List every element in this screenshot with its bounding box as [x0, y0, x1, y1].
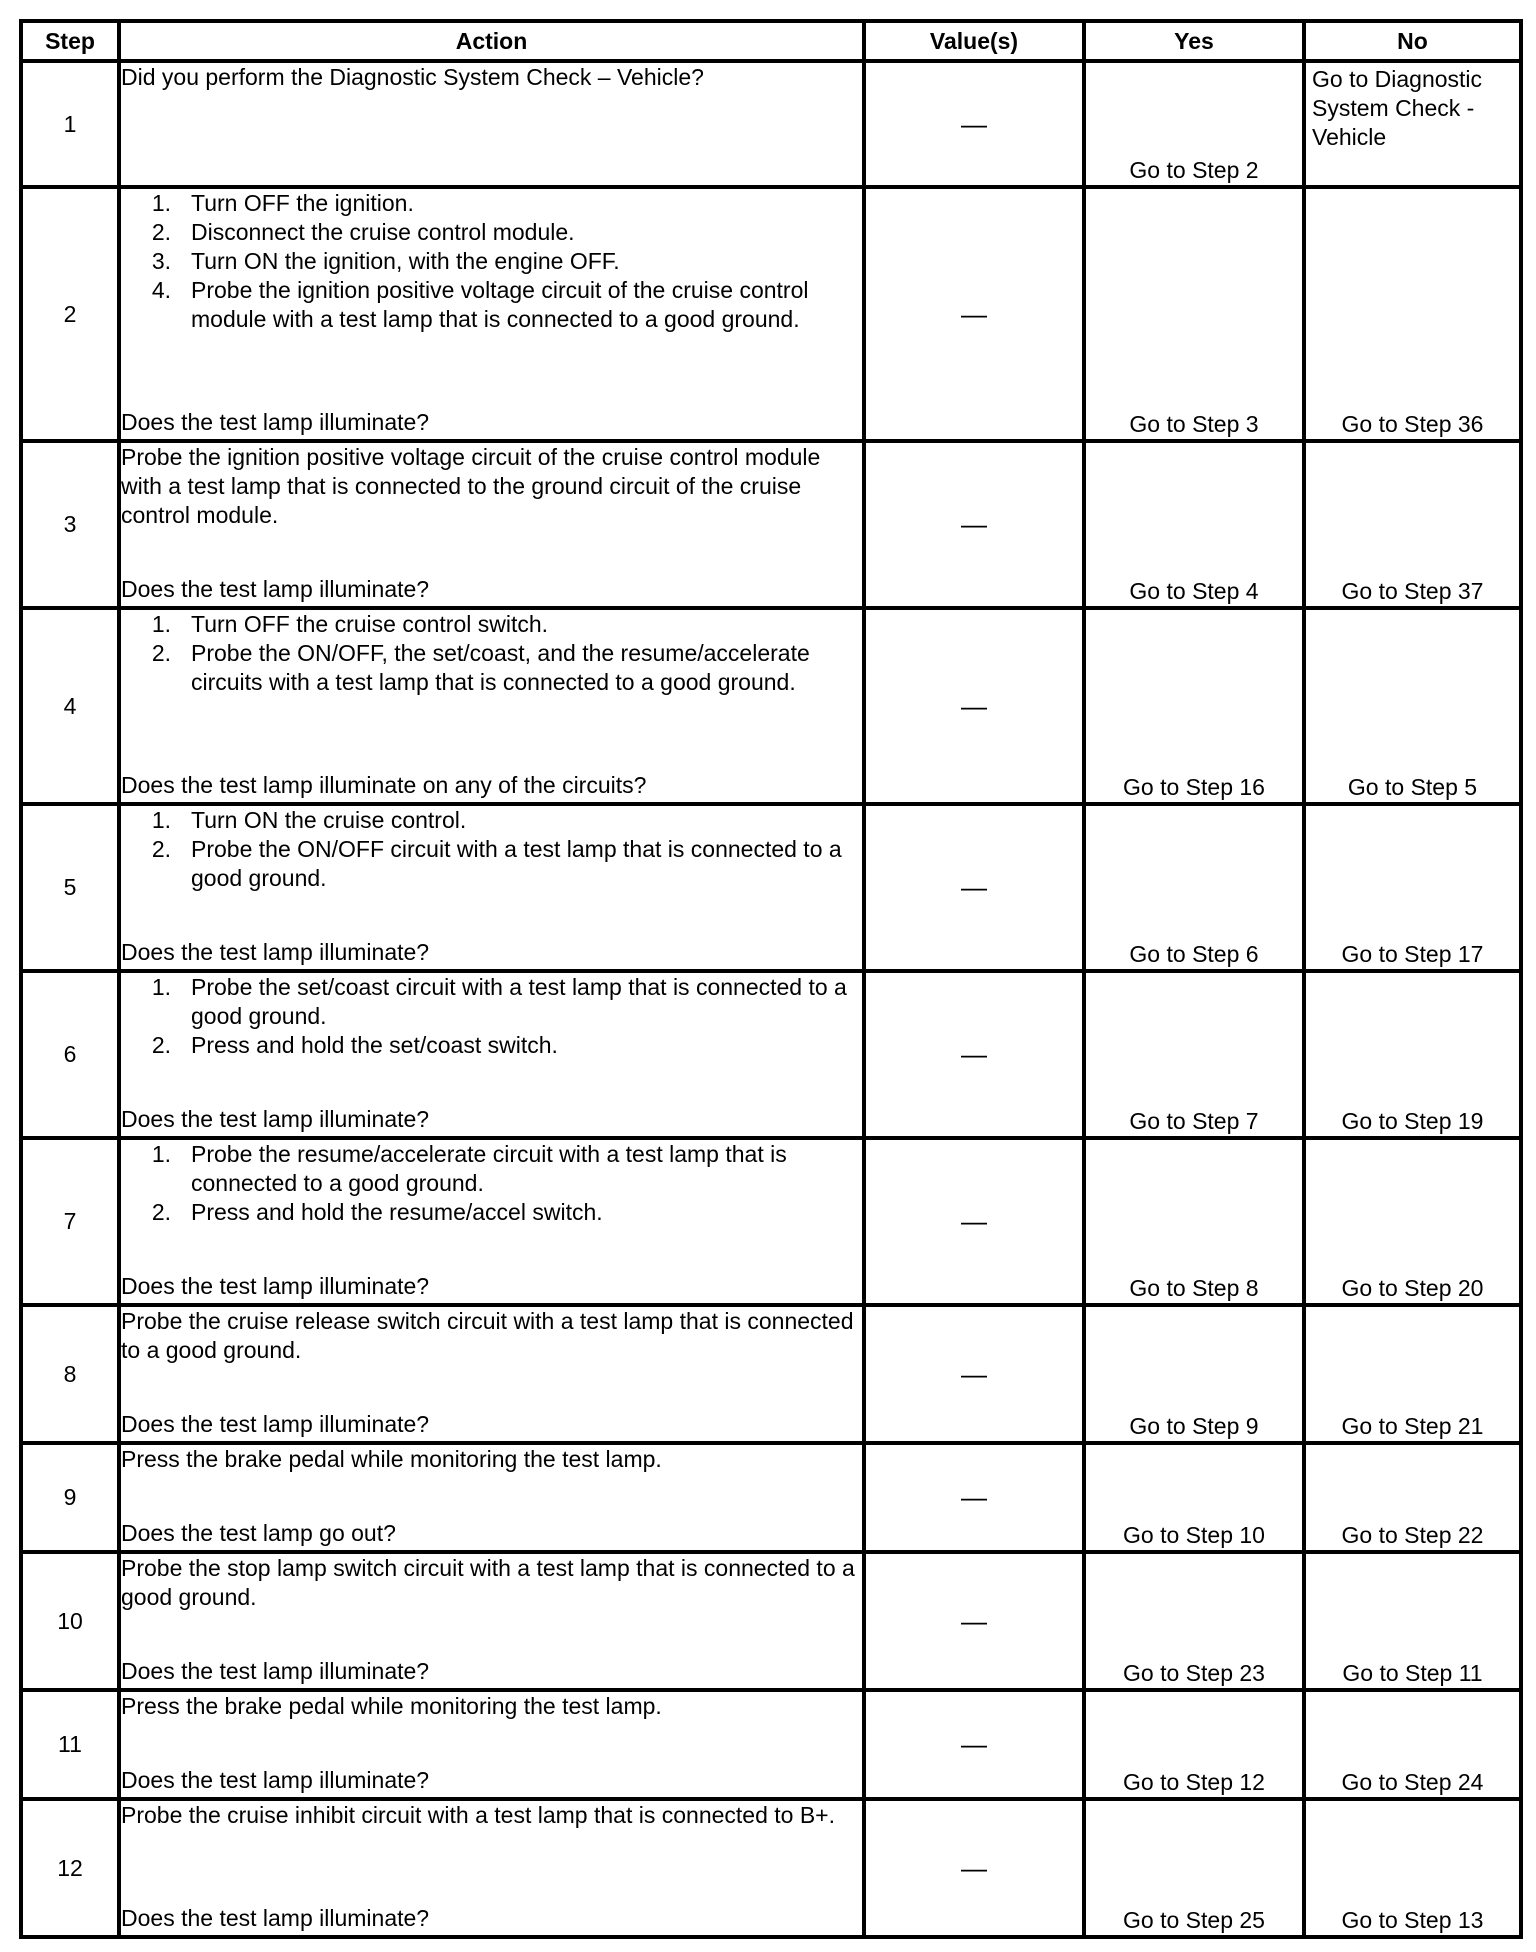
- action-question: Does the test lamp illuminate?: [121, 939, 430, 965]
- action-text: Probe the cruise release switch circuit with a test lamp that is connected to a good ground.: [121, 1308, 854, 1363]
- value-cell: —: [864, 187, 1084, 441]
- action-question: Does the test lamp illuminate?: [121, 409, 430, 435]
- no-cell: Go to Step 36: [1304, 187, 1521, 441]
- no-cell: Go to Diagnostic System Check - Vehicle: [1304, 61, 1521, 187]
- action-cell: [119, 971, 864, 1138]
- table-row: [21, 187, 1521, 441]
- action-text: Did you perform the Diagnostic System Check – Vehicle?: [121, 64, 704, 90]
- yes-cell: Go to Step 10: [1084, 1443, 1304, 1552]
- step-number: 6: [21, 971, 119, 1138]
- action-step: 2. Probe the ON/OFF, the set/coast, and the resume/accelerate circuits with a test lamp that is connected to a good ground.: [151, 640, 810, 695]
- value-cell: —: [864, 1552, 1084, 1690]
- header-action: Action: [119, 21, 864, 61]
- action-question: Does the test lamp go out?: [121, 1520, 396, 1546]
- yes-cell: Go to Step 2: [1084, 61, 1304, 187]
- value-cell: —: [864, 1305, 1084, 1443]
- action-step: 1. Turn ON the cruise control.: [151, 807, 467, 833]
- action-step: 4. Probe the ignition positive voltage circuit of the cruise control module with a test lamp that is connected to a good ground.: [151, 277, 809, 332]
- action-text: Probe the cruise inhibit circuit with a test lamp that is connected to B+.: [121, 1802, 835, 1828]
- value-cell: —: [864, 1443, 1084, 1552]
- diagnostic-table: [19, 19, 1523, 1939]
- table-row: [21, 1799, 1521, 1937]
- yes-cell: Go to Step 23: [1084, 1552, 1304, 1690]
- no-cell: Go to Step 21: [1304, 1305, 1521, 1443]
- yes-cell: Go to Step 6: [1084, 804, 1304, 971]
- action-cell: [119, 1690, 864, 1799]
- action-cell: [119, 1799, 864, 1937]
- table-row: [21, 61, 1521, 187]
- step-number: 1: [21, 61, 119, 187]
- action-question: Does the test lamp illuminate?: [121, 576, 430, 602]
- yes-cell: Go to Step 8: [1084, 1138, 1304, 1305]
- value-cell: —: [864, 971, 1084, 1138]
- action-step: 1. Turn OFF the ignition.: [151, 190, 414, 216]
- table-row: [21, 1305, 1521, 1443]
- step-number: 12: [21, 1799, 119, 1937]
- no-cell: Go to Step 22: [1304, 1443, 1521, 1552]
- action-question: Does the test lamp illuminate on any of the circuits?: [121, 772, 647, 798]
- table-row: [21, 1138, 1521, 1305]
- step-number: 2: [21, 187, 119, 441]
- value-cell: —: [864, 1690, 1084, 1799]
- action-step: 2. Probe the ON/OFF circuit with a test lamp that is connected to a good ground.: [151, 836, 842, 891]
- value-cell: —: [864, 1799, 1084, 1937]
- step-number: 7: [21, 1138, 119, 1305]
- action-text: Probe the stop lamp switch circuit with a test lamp that is connected to a good ground.: [121, 1555, 855, 1610]
- table-row: [21, 608, 1521, 804]
- step-number: 8: [21, 1305, 119, 1443]
- no-cell: Go to Step 5: [1304, 608, 1521, 804]
- value-cell: —: [864, 608, 1084, 804]
- action-steps-list: [121, 1140, 862, 1227]
- step-number: 5: [21, 804, 119, 971]
- step-number: 3: [21, 441, 119, 608]
- action-steps-list: [121, 610, 862, 697]
- action-step: 2. Press and hold the set/coast switch.: [151, 1032, 558, 1058]
- no-cell: Go to Step 11: [1304, 1552, 1521, 1690]
- yes-cell: Go to Step 9: [1084, 1305, 1304, 1443]
- value-cell: —: [864, 441, 1084, 608]
- action-cell: [119, 1443, 864, 1552]
- action-cell: [119, 61, 864, 187]
- no-cell: Go to Step 17: [1304, 804, 1521, 971]
- action-question: Does the test lamp illuminate?: [121, 1767, 430, 1793]
- table-row: [21, 1443, 1521, 1552]
- action-question: Does the test lamp illuminate?: [121, 1106, 430, 1132]
- action-cell: [119, 441, 864, 608]
- step-number: 11: [21, 1690, 119, 1799]
- action-question: Does the test lamp illuminate?: [121, 1658, 430, 1684]
- table-row: [21, 971, 1521, 1138]
- yes-cell: Go to Step 25: [1084, 1799, 1304, 1937]
- table-row: [21, 441, 1521, 608]
- action-step: 1. Probe the set/coast circuit with a test lamp that is connected to a good ground.: [151, 974, 847, 1029]
- action-steps-list: [121, 973, 862, 1060]
- action-steps-list: [121, 189, 862, 334]
- no-cell: Go to Step 13: [1304, 1799, 1521, 1937]
- action-question: Does the test lamp illuminate?: [121, 1905, 430, 1931]
- no-cell: Go to Step 20: [1304, 1138, 1521, 1305]
- action-steps-list: [121, 806, 862, 893]
- header-values: Value(s): [864, 21, 1084, 61]
- action-text: Press the brake pedal while monitoring the test lamp.: [121, 1693, 662, 1719]
- table-row: [21, 1690, 1521, 1799]
- yes-cell: Go to Step 3: [1084, 187, 1304, 441]
- action-cell: [119, 1305, 864, 1443]
- value-cell: —: [864, 1138, 1084, 1305]
- action-step: 1. Probe the resume/accelerate circuit with a test lamp that is connected to a good ground.: [151, 1141, 787, 1196]
- header-row: [21, 21, 1521, 61]
- action-text: Probe the ignition positive voltage circuit of the cruise control module with a test lamp that is connected to the ground circuit of the cruise control module.: [121, 444, 821, 528]
- header-step: Step: [21, 21, 119, 61]
- yes-cell: Go to Step 16: [1084, 608, 1304, 804]
- header-yes: Yes: [1084, 21, 1304, 61]
- action-cell: [119, 1552, 864, 1690]
- action-step: 1. Turn OFF the cruise control switch.: [151, 611, 549, 637]
- action-step: 2. Disconnect the cruise control module.: [151, 219, 575, 245]
- no-cell: Go to Step 24: [1304, 1690, 1521, 1799]
- value-cell: —: [864, 804, 1084, 971]
- action-cell: [119, 608, 864, 804]
- no-cell: Go to Step 19: [1304, 971, 1521, 1138]
- step-number: 10: [21, 1552, 119, 1690]
- step-number: 4: [21, 608, 119, 804]
- yes-cell: Go to Step 4: [1084, 441, 1304, 608]
- header-no: No: [1304, 21, 1521, 61]
- action-cell: [119, 804, 864, 971]
- no-cell: Go to Step 37: [1304, 441, 1521, 608]
- yes-cell: Go to Step 7: [1084, 971, 1304, 1138]
- table-row: [21, 804, 1521, 971]
- action-question: Does the test lamp illuminate?: [121, 1411, 430, 1437]
- action-cell: [119, 1138, 864, 1305]
- action-step: 3. Turn ON the ignition, with the engine OFF.: [151, 248, 620, 274]
- action-text: Press the brake pedal while monitoring the test lamp.: [121, 1446, 662, 1472]
- action-question: Does the test lamp illuminate?: [121, 1273, 430, 1299]
- action-step: 2. Press and hold the resume/accel switch.: [151, 1199, 603, 1225]
- table-row: [21, 1552, 1521, 1690]
- value-cell: —: [864, 61, 1084, 187]
- step-number: 9: [21, 1443, 119, 1552]
- yes-cell: Go to Step 12: [1084, 1690, 1304, 1799]
- action-cell: [119, 187, 864, 441]
